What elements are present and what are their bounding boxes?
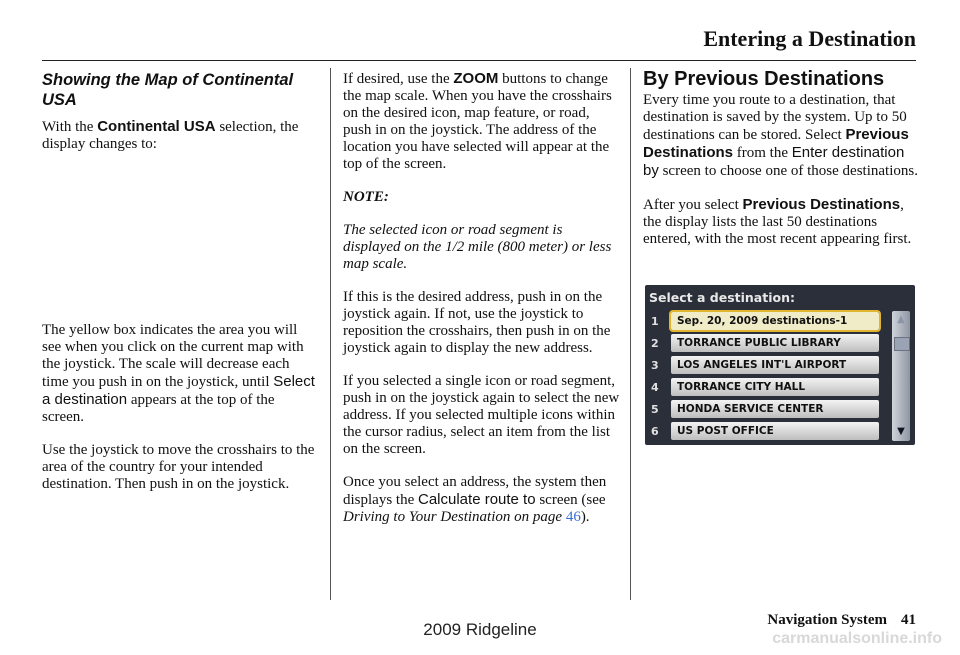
text: on page (510, 509, 566, 525)
row-number: 6 (651, 425, 659, 438)
text: Once you select an address, the system then displays the (343, 474, 607, 508)
nav-screen-heading: Select a destination: (649, 290, 795, 305)
text: buttons to change the map scale. When you have the crosshairs on the desired icon, map feature, or road, push in on the joystick. The address of the location you have selected will appear at the top of the screen. (343, 71, 612, 172)
text: , the display lists the last 50 destinations entered, with the most recent appearing first. (643, 197, 912, 247)
left-paragraph-1 (42, 118, 317, 153)
text: ). (580, 509, 590, 525)
note-label: NOTE: (343, 189, 389, 205)
destination-row[interactable] (645, 421, 885, 441)
header-rule (42, 60, 916, 61)
watermark-site: carmanualsonline.info (772, 630, 942, 647)
list-scrollbar[interactable] (892, 311, 910, 441)
footer-section-name: Navigation System (767, 612, 887, 628)
destination-item-selected[interactable]: Sep. 20, 2009 destinations-1 (671, 312, 879, 330)
text: appears at the top of the screen. (42, 392, 275, 425)
text: from the (733, 145, 792, 161)
row-number: 5 (651, 403, 659, 416)
text: screen to choose one of those destinations. (658, 163, 918, 179)
destination-row[interactable] (645, 355, 885, 375)
text: screen (see (535, 492, 606, 508)
left-paragraph-3: Use the joystick to move the crosshairs to the area of the country for your intended destination. Then push in on the joystick. (42, 442, 315, 492)
destination-item[interactable]: LOS ANGELES INT'L AIRPORT (671, 356, 879, 374)
mid-paragraph-1 (343, 70, 620, 173)
text: selection, the display changes to: (42, 119, 299, 152)
right-column (643, 68, 918, 264)
destination-item[interactable]: TORRANCE PUBLIC LIBRARY (671, 334, 879, 352)
row-number: 4 (651, 381, 659, 394)
scroll-thumb[interactable] (894, 337, 910, 351)
text: The yellow box indicates the area you will see when you click on the current map with the joystick. The scale will decrease each time you push in on the joystick, until (42, 322, 304, 390)
destination-item[interactable]: US POST OFFICE (671, 422, 879, 440)
section-title-previous-destinations: By Previous Destinations (643, 68, 885, 90)
scroll-up-arrow-icon[interactable]: ▲ (897, 314, 905, 325)
image-placeholder-space (42, 169, 317, 322)
text: If desired, use the (343, 71, 454, 87)
term-previous-destinations: Previous Destinations (643, 126, 909, 161)
left-paragraph-2 (42, 322, 317, 426)
watermark-model: 2009 Ridgeline (423, 620, 537, 639)
destination-item[interactable]: TORRANCE CITY HALL (671, 378, 879, 396)
row-number: 2 (651, 337, 659, 350)
page-header-title: Entering a Destination (703, 26, 916, 51)
mid-paragraph-2: If this is the desired address, push in on the joystick again. If not, use the joystick to reposition the crosshairs, then push in on the joystick again to display the new address. (343, 289, 611, 356)
section-title-continental: Showing the Map of Continental USA (42, 71, 294, 109)
destination-row[interactable] (645, 399, 885, 419)
term-enter-destination-by: Enter destination by (643, 144, 905, 179)
left-column (42, 70, 317, 509)
right-paragraph-2 (643, 196, 918, 248)
cross-reference: Driving to Your Destination (343, 509, 511, 525)
term-previous-destinations: Previous Destinations (742, 196, 901, 213)
middle-column (343, 70, 620, 542)
term-zoom: ZOOM (453, 70, 499, 87)
column-separator-left (330, 68, 331, 600)
destination-row[interactable] (645, 311, 885, 331)
text: Every time you route to a destination, that destination is saved by the system. Up to 50 destinations can be stored. Select (643, 92, 907, 143)
watermark (0, 620, 960, 647)
note-body: The selected icon or road segment is displayed on the 1/2 mile (800 meter) or less map scale. (343, 222, 612, 272)
row-number: 1 (651, 315, 659, 328)
page-link[interactable]: 46 (565, 509, 581, 525)
scroll-down-arrow-icon[interactable]: ▼ (897, 426, 905, 437)
text: With the (42, 119, 98, 135)
term-continental-usa: Continental USA (97, 118, 216, 135)
row-number: 3 (651, 359, 659, 372)
destination-row[interactable] (645, 377, 885, 397)
right-paragraph-1 (643, 92, 918, 180)
destination-item[interactable]: HONDA SERVICE CENTER (671, 400, 879, 418)
nav-screen-select-destination (645, 285, 915, 445)
term-calculate-route-to: Calculate route to (418, 491, 536, 508)
page-number: 41 (901, 612, 916, 628)
column-separator-right (630, 68, 631, 600)
term-select-a-destination: Select a destination (42, 373, 315, 408)
mid-paragraph-4 (343, 474, 620, 526)
text: After you select (643, 197, 743, 213)
destination-row[interactable] (645, 333, 885, 353)
mid-paragraph-3: If you selected a single icon or road segment, push in on the joystick again to select the new address. If you selected multiple icons within the cursor radius, select an item from the list on the screen. (343, 373, 620, 457)
